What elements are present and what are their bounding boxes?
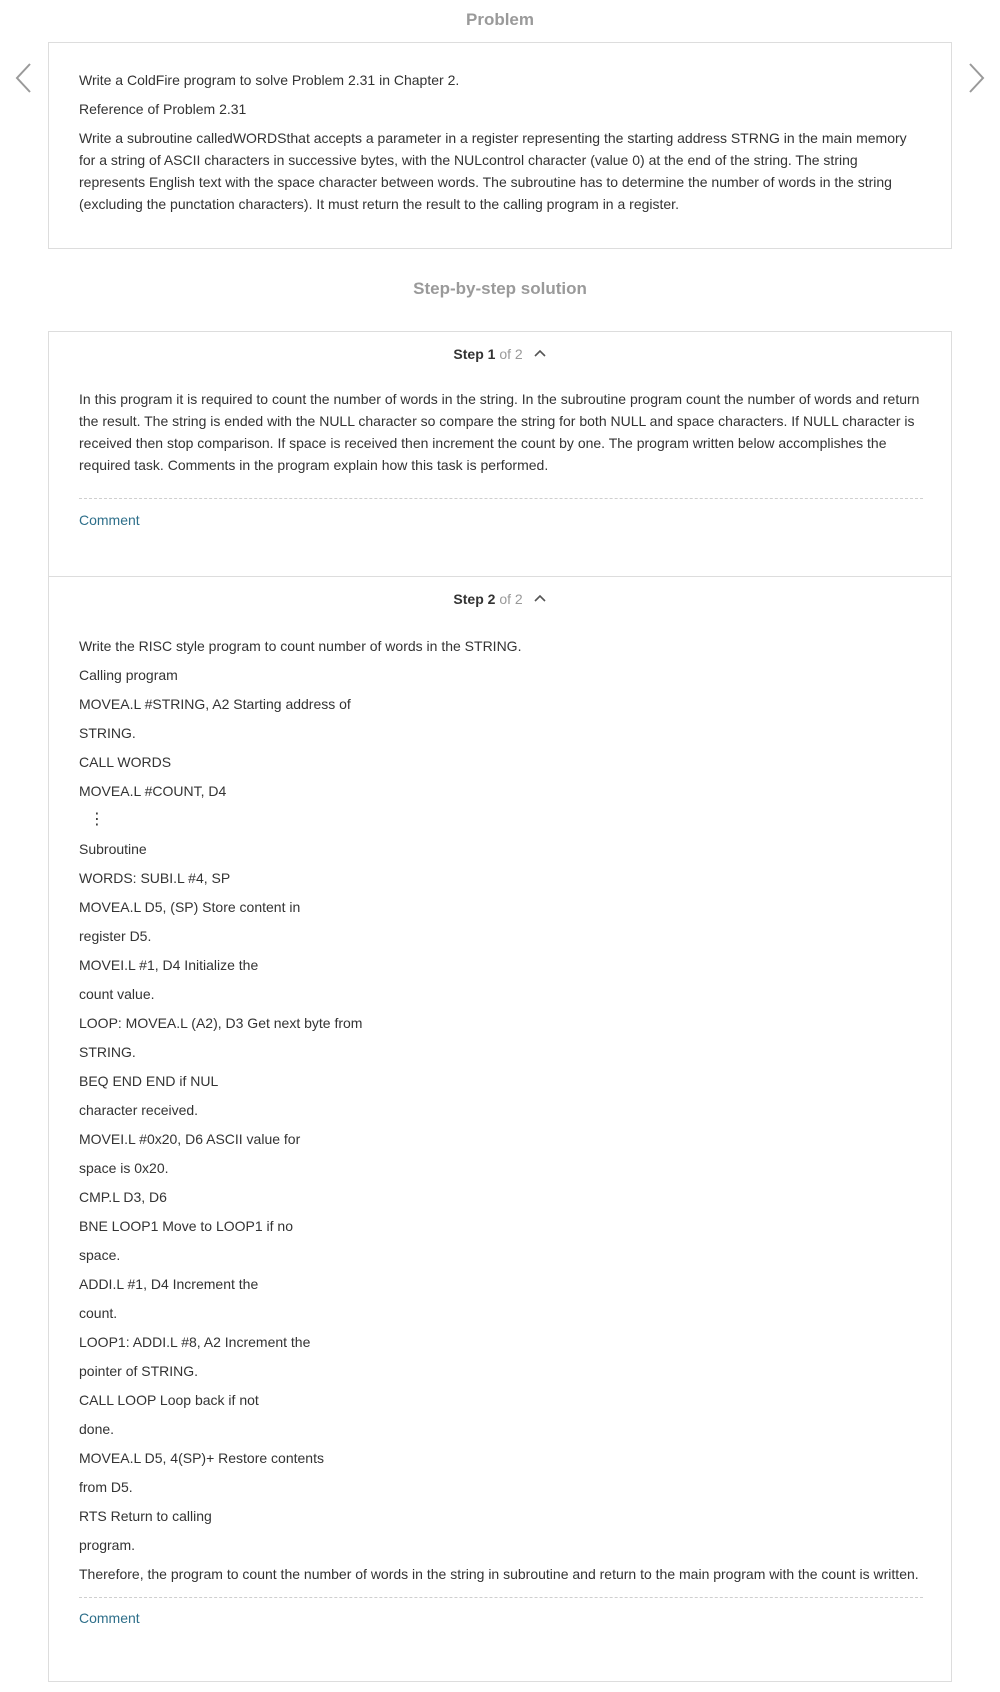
chevron-up-icon — [533, 348, 547, 358]
step-of-label: of 2 — [499, 591, 523, 607]
code-line: Write the RISC style program to count number of words in the STRING. — [79, 638, 522, 654]
code-line: BEQ END END if NUL — [79, 1073, 219, 1089]
solution-box — [48, 331, 952, 1682]
comment-link[interactable]: Comment — [79, 512, 140, 528]
code-line: WORDS: SUBI.L #4, SP — [79, 870, 231, 886]
step-label: Step 2 — [453, 591, 496, 607]
problem-paragraph: Reference of Problem 2.31 — [79, 101, 247, 117]
step-2 — [49, 577, 951, 1681]
code-line: register D5. — [79, 928, 152, 944]
problem-box — [48, 42, 952, 249]
code-line: LOOP: MOVEA.L (A2), D3 Get next byte from — [79, 1015, 363, 1031]
code-line: space. — [79, 1247, 121, 1263]
step-of-label: of 2 — [499, 346, 523, 362]
step-1-header[interactable] — [79, 332, 921, 364]
code-line: from D5. — [79, 1479, 133, 1495]
code-line: CMP.L D3, D6 — [79, 1189, 167, 1205]
step-2-header[interactable] — [79, 577, 921, 609]
step-1 — [49, 332, 951, 577]
next-button[interactable] — [964, 62, 988, 94]
problem-paragraph: Write a subroutine calledWORDSthat accepts a parameter in a register representing the starting address STRNG in the main memory for a string of ASCII characters in successive bytes, with the NULcontrol character (value 0) at the end of the string. The string represents English text with the space character between words. The subroutine has to determine the number of words in the string (excluding the punctation characters). It must return the result to the calling program in a register. — [79, 130, 907, 212]
code-line: Calling program — [79, 667, 178, 683]
step-2-body — [79, 609, 921, 1592]
code-line: count. — [79, 1305, 118, 1321]
code-line: RTS Return to calling — [79, 1508, 212, 1524]
code-line: MOVEA.L #STRING, A2 Starting address of — [79, 696, 351, 712]
code-line: CALL WORDS — [79, 754, 172, 770]
code-line: Subroutine — [79, 841, 147, 857]
comment-link[interactable]: Comment — [79, 1610, 140, 1626]
code-line: pointer of STRING. — [79, 1363, 199, 1379]
code-line: MOVEA.L D5, (SP) Store content in — [79, 899, 301, 915]
code-line: MOVEI.L #0x20, D6 ASCII value for — [79, 1131, 301, 1147]
chevron-right-icon — [964, 62, 988, 94]
code-line: LOOP1: ADDI.L #8, A2 Increment the — [79, 1334, 311, 1350]
divider — [79, 498, 923, 499]
code-line: ADDI.L #1, D4 Increment the — [79, 1276, 259, 1292]
chevron-left-icon — [12, 62, 36, 94]
code-line: count value. — [79, 986, 155, 1002]
solution-heading: Step-by-step solution — [413, 279, 587, 298]
code-line: CALL LOOP Loop back if not — [79, 1392, 259, 1408]
divider — [79, 1597, 923, 1598]
code-line: STRING. — [79, 1044, 136, 1060]
chevron-up-icon — [533, 593, 547, 603]
code-line: BNE LOOP1 Move to LOOP1 if no — [79, 1218, 293, 1234]
step-1-text: In this program it is required to count the number of words in the string. In the subroutine program count the number of words and return the result. The string is ended with the NULL character so compare the string for both NULL and space characters. If NULL character is received then stop comparison. If space is received then increment the count by one. The program written below accomplishes the required task. Comments in the program explain how this task is performed. — [79, 391, 920, 473]
vertical-ellipsis: ⋮ — [89, 811, 105, 828]
problem-heading: Problem — [465, 10, 535, 29]
code-line: MOVEI.L #1, D4 Initialize the — [79, 957, 259, 973]
code-line: done. — [79, 1421, 115, 1437]
code-line: MOVEA.L D5, 4(SP)+ Restore contents — [79, 1450, 324, 1466]
step-label: Step 1 — [453, 346, 496, 362]
conclusion-text: Therefore, the program to count the number of words in the string in subroutine and return to the main program with the count is written. — [79, 1566, 919, 1582]
code-line: space is 0x20. — [79, 1160, 169, 1176]
code-line: MOVEA.L #COUNT, D4 — [79, 783, 227, 799]
problem-paragraph: Write a ColdFire program to solve Problem 2.31 in Chapter 2. — [79, 72, 460, 88]
code-line: program. — [79, 1537, 136, 1553]
code-line: character received. — [79, 1102, 199, 1118]
code-line: STRING. — [79, 725, 136, 741]
prev-button[interactable] — [12, 62, 36, 94]
